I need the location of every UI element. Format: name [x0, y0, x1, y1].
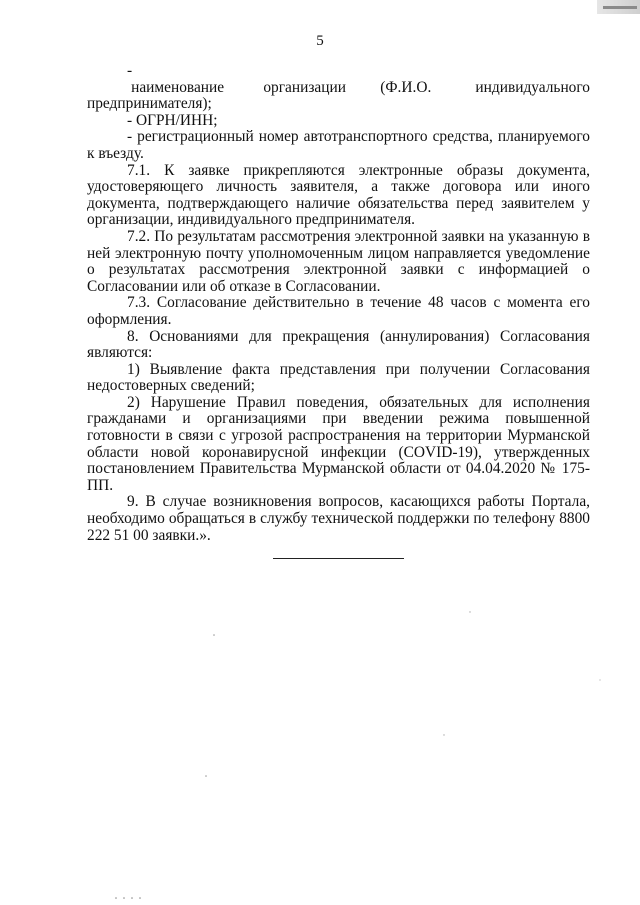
clause-9: 9. В случае возникновения вопросов, касающихся работы Портала, необходимо обращаться в службу технической поддержки по телефону 8800 222 51 00 заявки.». [87, 493, 590, 544]
scan-corner-mark [597, 0, 640, 14]
clause-8-2: 2) Нарушение Правил поведения, обязательных для исполнения гражданами и организациями при введении режима повышенной готовности в связи с угрозой распространения на территории Мурманской области новой коронавирусной инфекции (COVID-19), утвержденных постановлением Правительства Мурманской области от 04.04.2020 № 175-ПП. [87, 393, 590, 494]
page-number: 5 [316, 33, 324, 49]
speck [123, 897, 125, 899]
item-vehicle-number: - регистрационный номер автотранспортного средства, планируемого к въезду. [87, 128, 590, 162]
clause-7-2: 7.2. По результатам рассмотрения электронной заявки на указанную в ней электронную почту уполномоченным лицом направляется уведомление о результатах рассмотрения электронной заявки с информацией о Согласовании или об отказе в Согласовании. [87, 227, 590, 295]
document-body [87, 63, 590, 544]
speck [205, 775, 207, 777]
speck [115, 897, 117, 899]
item-ogrn: - ОГРН/ИНН; [127, 111, 218, 129]
speck [469, 611, 470, 612]
speck [213, 634, 215, 636]
clause-8-1: 1) Выявление факта представления при получении Согласования недостоверных сведений; [87, 360, 590, 395]
separator-line [273, 558, 404, 559]
speck [599, 679, 600, 680]
speck [443, 734, 444, 735]
item-org-name: - наименование организации (Ф.И.О. индивидуального предпринимателя); [87, 62, 590, 113]
clause-7-3: 7.3. Согласование действительно в течение 48 часов с момента его оформления. [87, 294, 590, 328]
clause-8: 8. Основаниями для прекращения (аннулирования) Согласования являются: [87, 327, 590, 362]
clause-7-1: 7.1. К заявке прикрепляются электронные образы документа, удостоверяющего личность заявителя, а также договора или иного документа, подтверждающего наличие обязательства перед заявителем у организации, индивидуального предпринимателя. [87, 161, 590, 229]
speck [131, 897, 133, 899]
speck [139, 897, 141, 899]
